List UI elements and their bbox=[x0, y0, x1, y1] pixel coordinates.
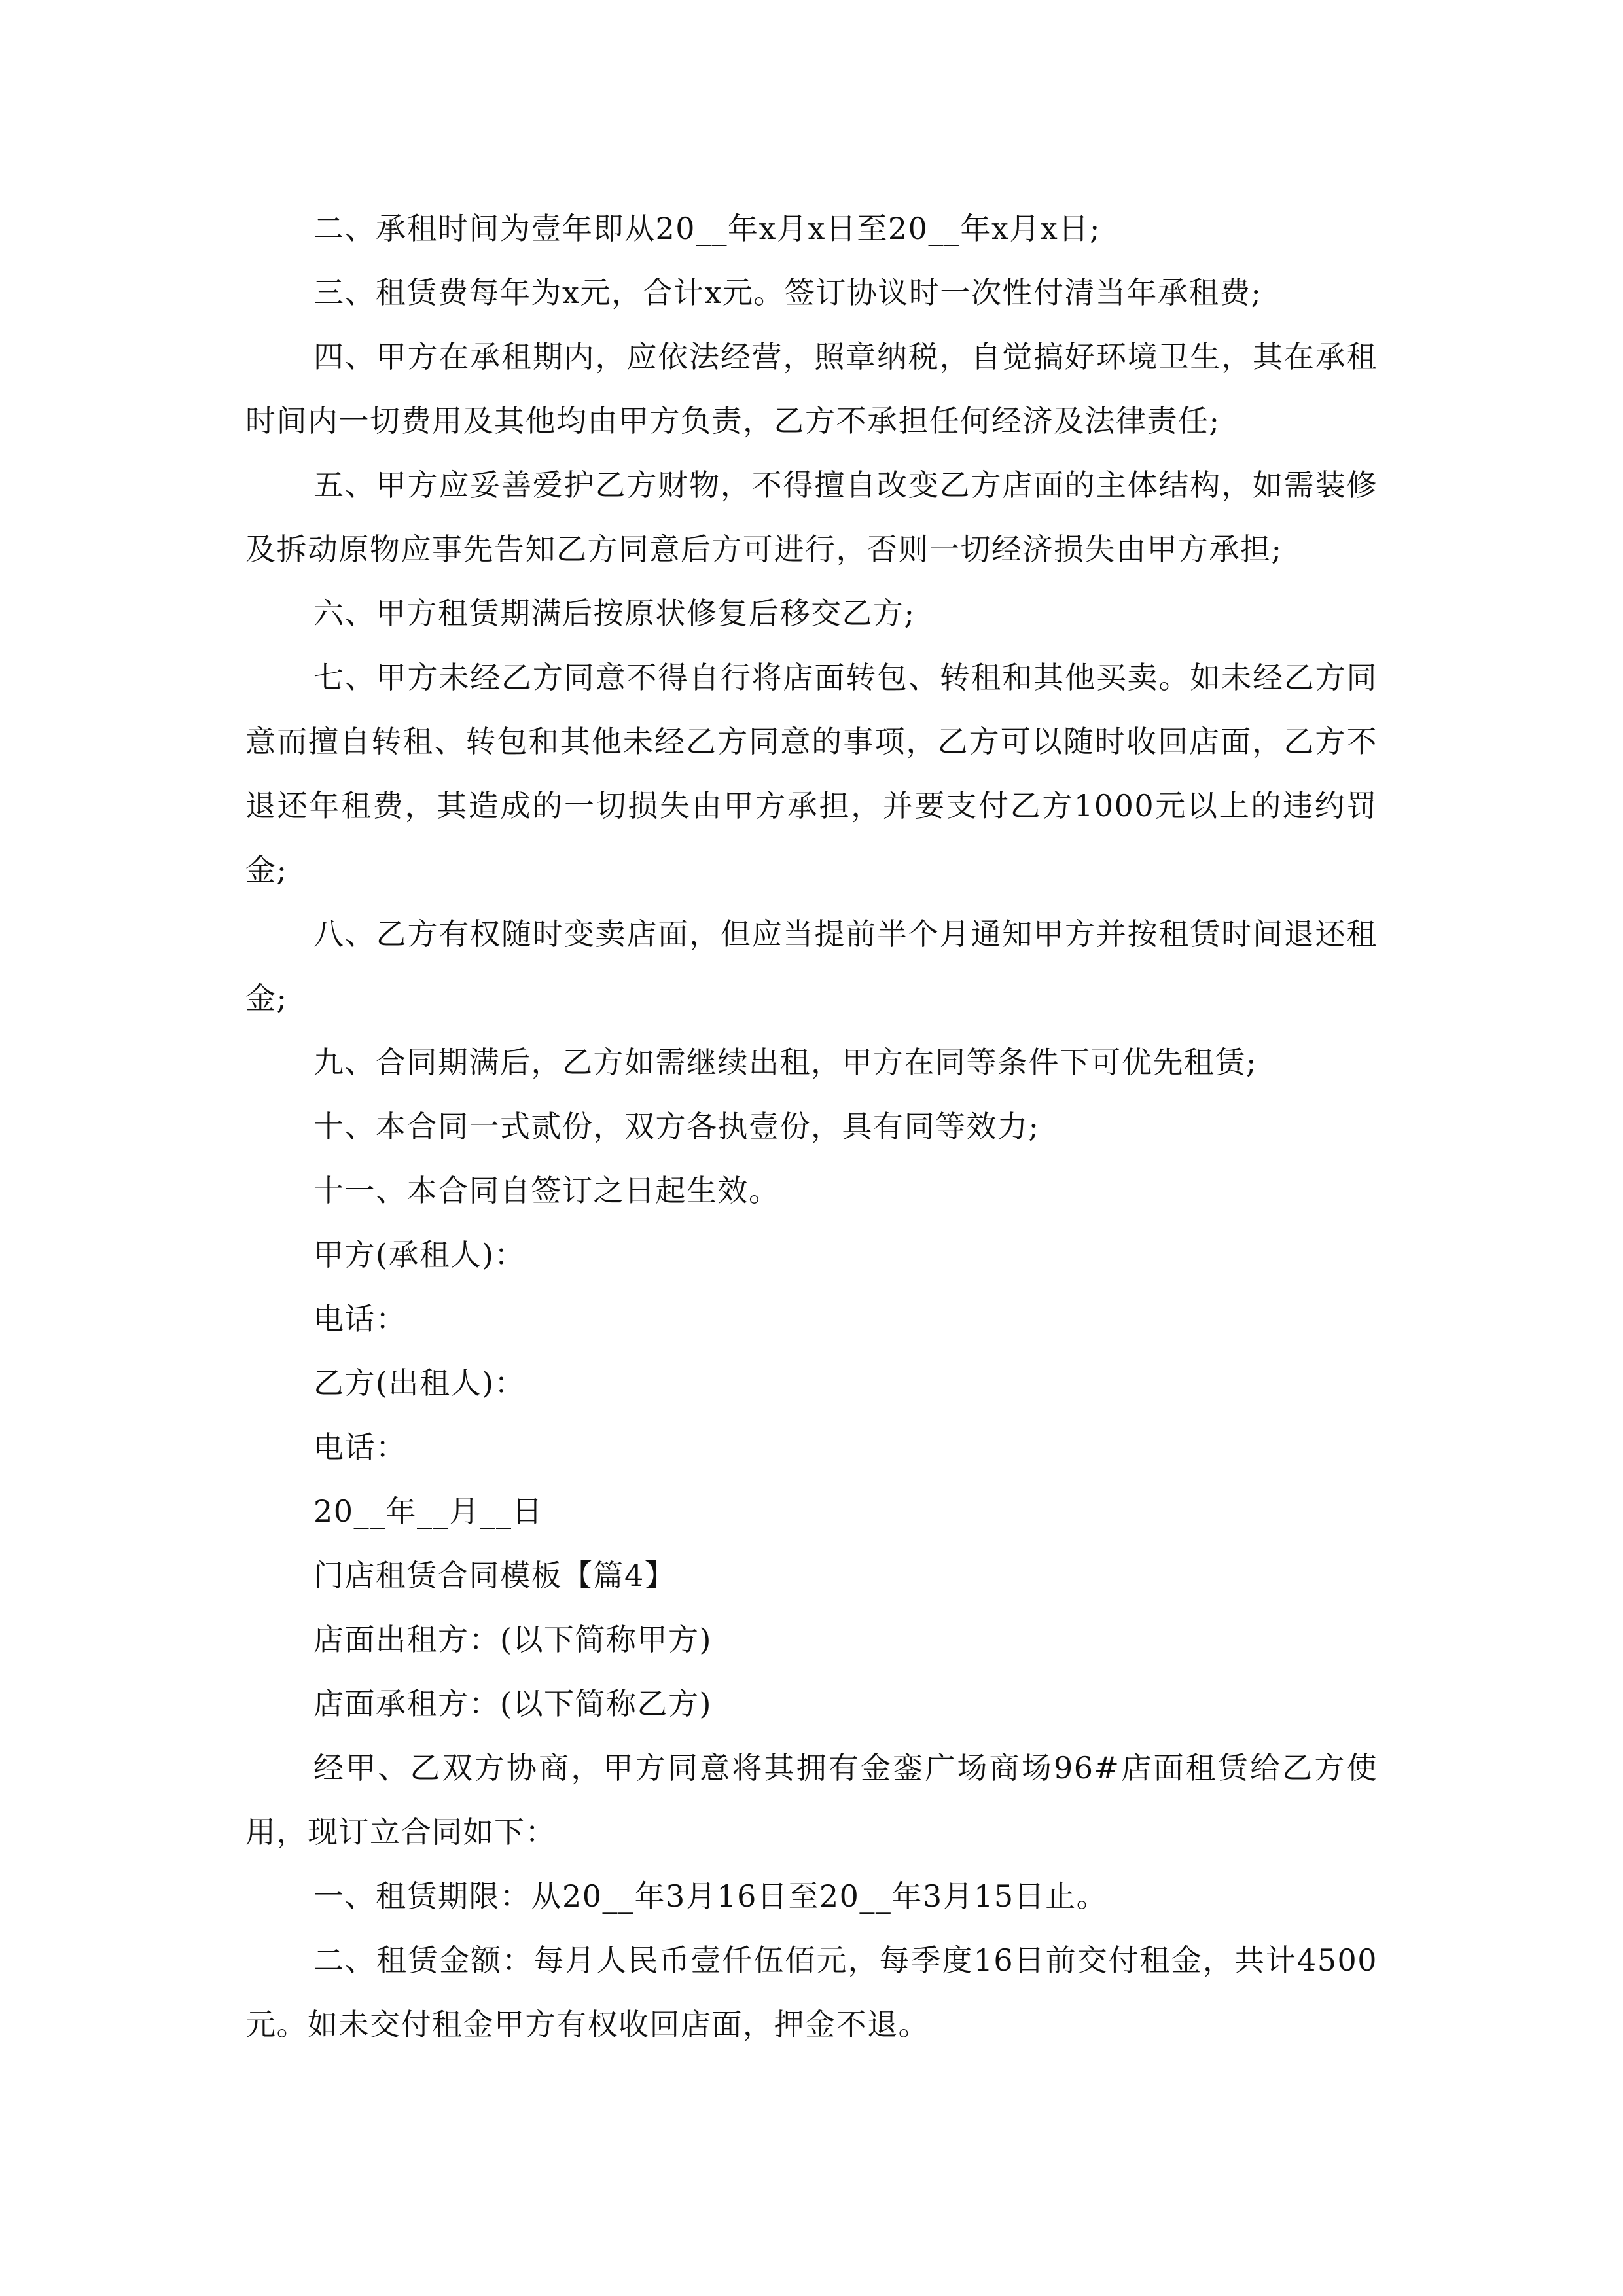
section-heading: 门店租赁合同模板【篇4】 bbox=[313, 1558, 676, 1593]
date-line: 20__年__月__日 bbox=[313, 1494, 544, 1529]
lessor-line: 店面出租方：(以下简称甲方) bbox=[313, 1622, 712, 1657]
clause-8-sale-right: 八、乙方有权随时变卖店面，但应当提前半个月通知甲方并按租赁时间退还租金; bbox=[245, 916, 1378, 1016]
document-body bbox=[245, 196, 1378, 2056]
clause-5-property-care: 五、甲方应妥善爱护乙方财物，不得擅自改变乙方店面的主体结构，如需装修及拆动原物应事先告知乙方同意后方可进行，否则一切经济损失由甲方承担; bbox=[245, 467, 1378, 567]
clause-11-effective: 十一、本合同自签订之日起生效。 bbox=[313, 1173, 780, 1208]
party-a-signature-line: 甲方(承租人)： bbox=[313, 1237, 526, 1272]
clause-2-lease-term: 二、承租时间为壹年即从20__年x月x日至20__年x月x日; bbox=[313, 211, 1101, 246]
clause-2-rent-amount: 二、租赁金额：每月人民币壹仟伍佰元，每季度16日前交付租金，共计4500元。如未交付租金甲方有权收回店面，押金不退。 bbox=[245, 1943, 1378, 2042]
clause-1-lease-period: 一、租赁期限：从20__年3月16日至20__年3月15日止。 bbox=[313, 1878, 1108, 1914]
preamble: 经甲、乙双方协商，甲方同意将其拥有金銮广场商场96#店面租赁给乙方使用，现订立合同如下： bbox=[245, 1750, 1378, 1850]
clause-7-sublease-restriction: 七、甲方未经乙方同意不得自行将店面转包、转租和其他买卖。如未经乙方同意而擅自转租、转包和其他未经乙方同意的事项，乙方可以随时收回店面，乙方不退还年租费，其造成的一切损失由甲方承担，并要支付乙方1000元以上的违约罚金; bbox=[245, 660, 1378, 888]
clause-9-renewal-priority: 九、合同期满后，乙方如需继续出租，甲方在同等条件下可优先租赁; bbox=[313, 1045, 1257, 1080]
party-a-phone-line: 电话： bbox=[313, 1301, 407, 1336]
clause-4-lessee-obligations: 四、甲方在承租期内，应依法经营，照章纳税，自觉搞好环境卫生，其在承租时间内一切费用及其他均由甲方负责，乙方不承担任何经济及法律责任; bbox=[245, 339, 1378, 439]
clause-3-rent-fee: 三、租赁费每年为x元，合计x元。签订协议时一次性付清当年承租费; bbox=[313, 275, 1262, 310]
lessee-line: 店面承租方：(以下简称乙方) bbox=[313, 1686, 712, 1721]
party-b-phone-line: 电话： bbox=[313, 1429, 407, 1465]
party-b-signature-line: 乙方(出租人)： bbox=[313, 1365, 526, 1401]
clause-10-copies: 十、本合同一式贰份，双方各执壹份，具有同等效力; bbox=[313, 1109, 1040, 1144]
clause-6-return-property: 六、甲方租赁期满后按原状修复后移交乙方; bbox=[313, 596, 916, 631]
